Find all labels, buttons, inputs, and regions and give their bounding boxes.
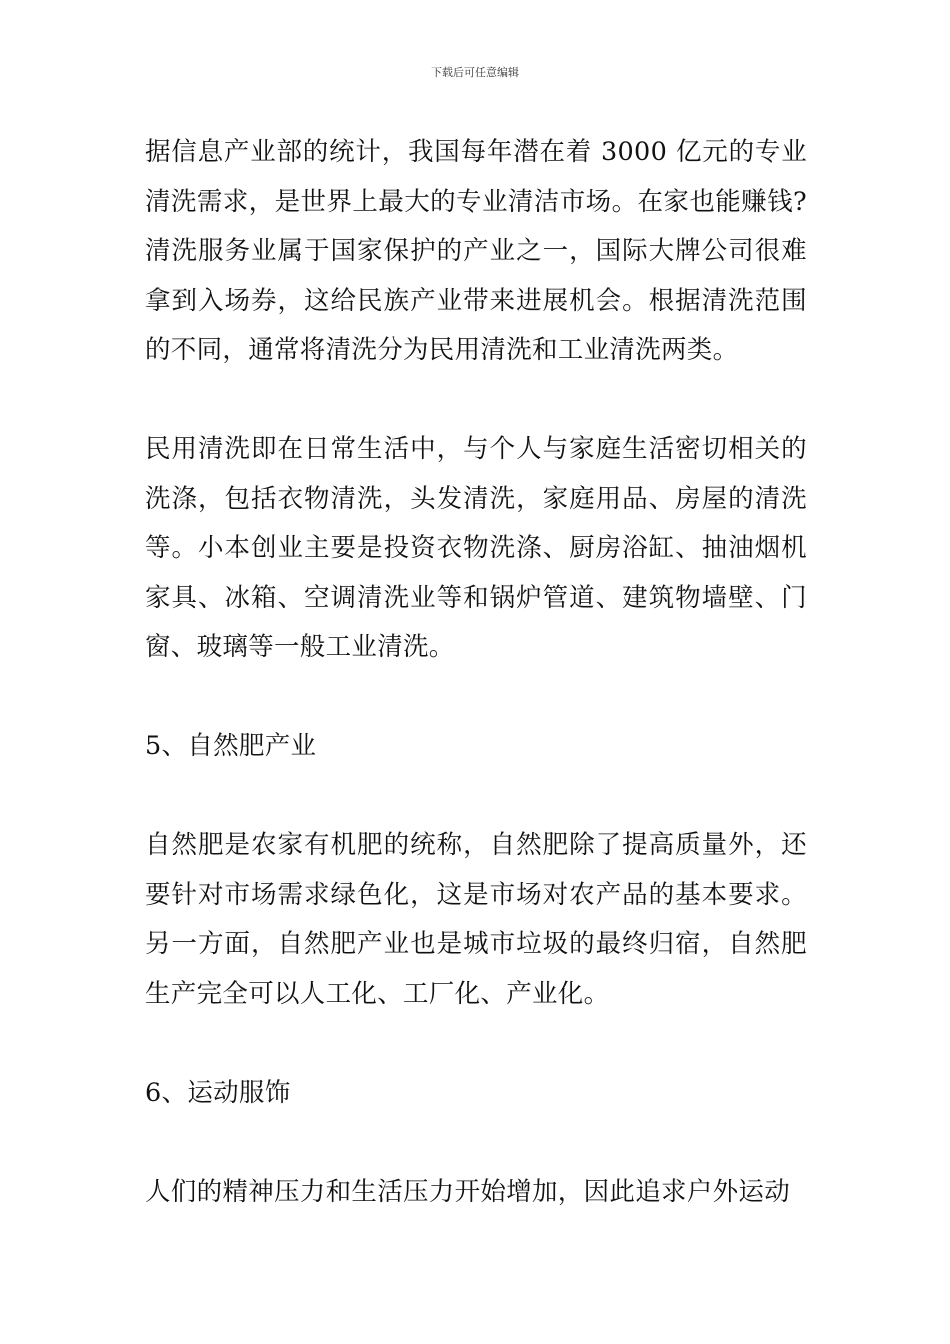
paragraph-civil-cleaning: 民用清洗即在日常生活中，与个人与家庭生活密切相关的洗涤，包括衣物清洗，头发清洗，家庭用品、房屋的清洗等。小本创业主要是投资衣物洗涤、厨房浴缸、抽油烟机家具、冰箱、空调清洗业等和锅炉管道、建筑物墙壁、门窗、玻璃等一般工业清洗。 [145, 434, 807, 662]
paragraph-natural-fertilizer: 自然肥是农家有机肥的统称，自然肥除了提高质量外，还要针对市场需求绿色化，这是市场对农产品的基本要求。另一方面，自然肥产业也是城市垃圾的最终归宿，自然肥生产完全可以人工化、工厂化、产业化。 [145, 830, 807, 1009]
document-body [145, 128, 807, 1217]
section-heading-natural-fertilizer: 5、自然肥产业 [145, 731, 317, 761]
section-heading-sportswear: 6、运动服饰 [145, 1077, 291, 1108]
paragraph-sportswear: 人们的精神压力和生活压力开始增加，因此追求户外运动 [145, 1176, 791, 1207]
paragraph-cleaning-market: 据信息产业部的统计，我国每年潜在着 3000 亿元的专业清洗需求，是世界上最大的专业清洁市场。在家也能赚钱?清洗服务业属于国家保护的产业之一，国际大牌公司很难拿到入场券，这给民族产业带来进展机会。根据清洗范围的不同，通常将清洗分为民用清洗和工业清洗两类。 [145, 137, 807, 365]
page-header: 下载后可任意编辑 [431, 66, 519, 79]
